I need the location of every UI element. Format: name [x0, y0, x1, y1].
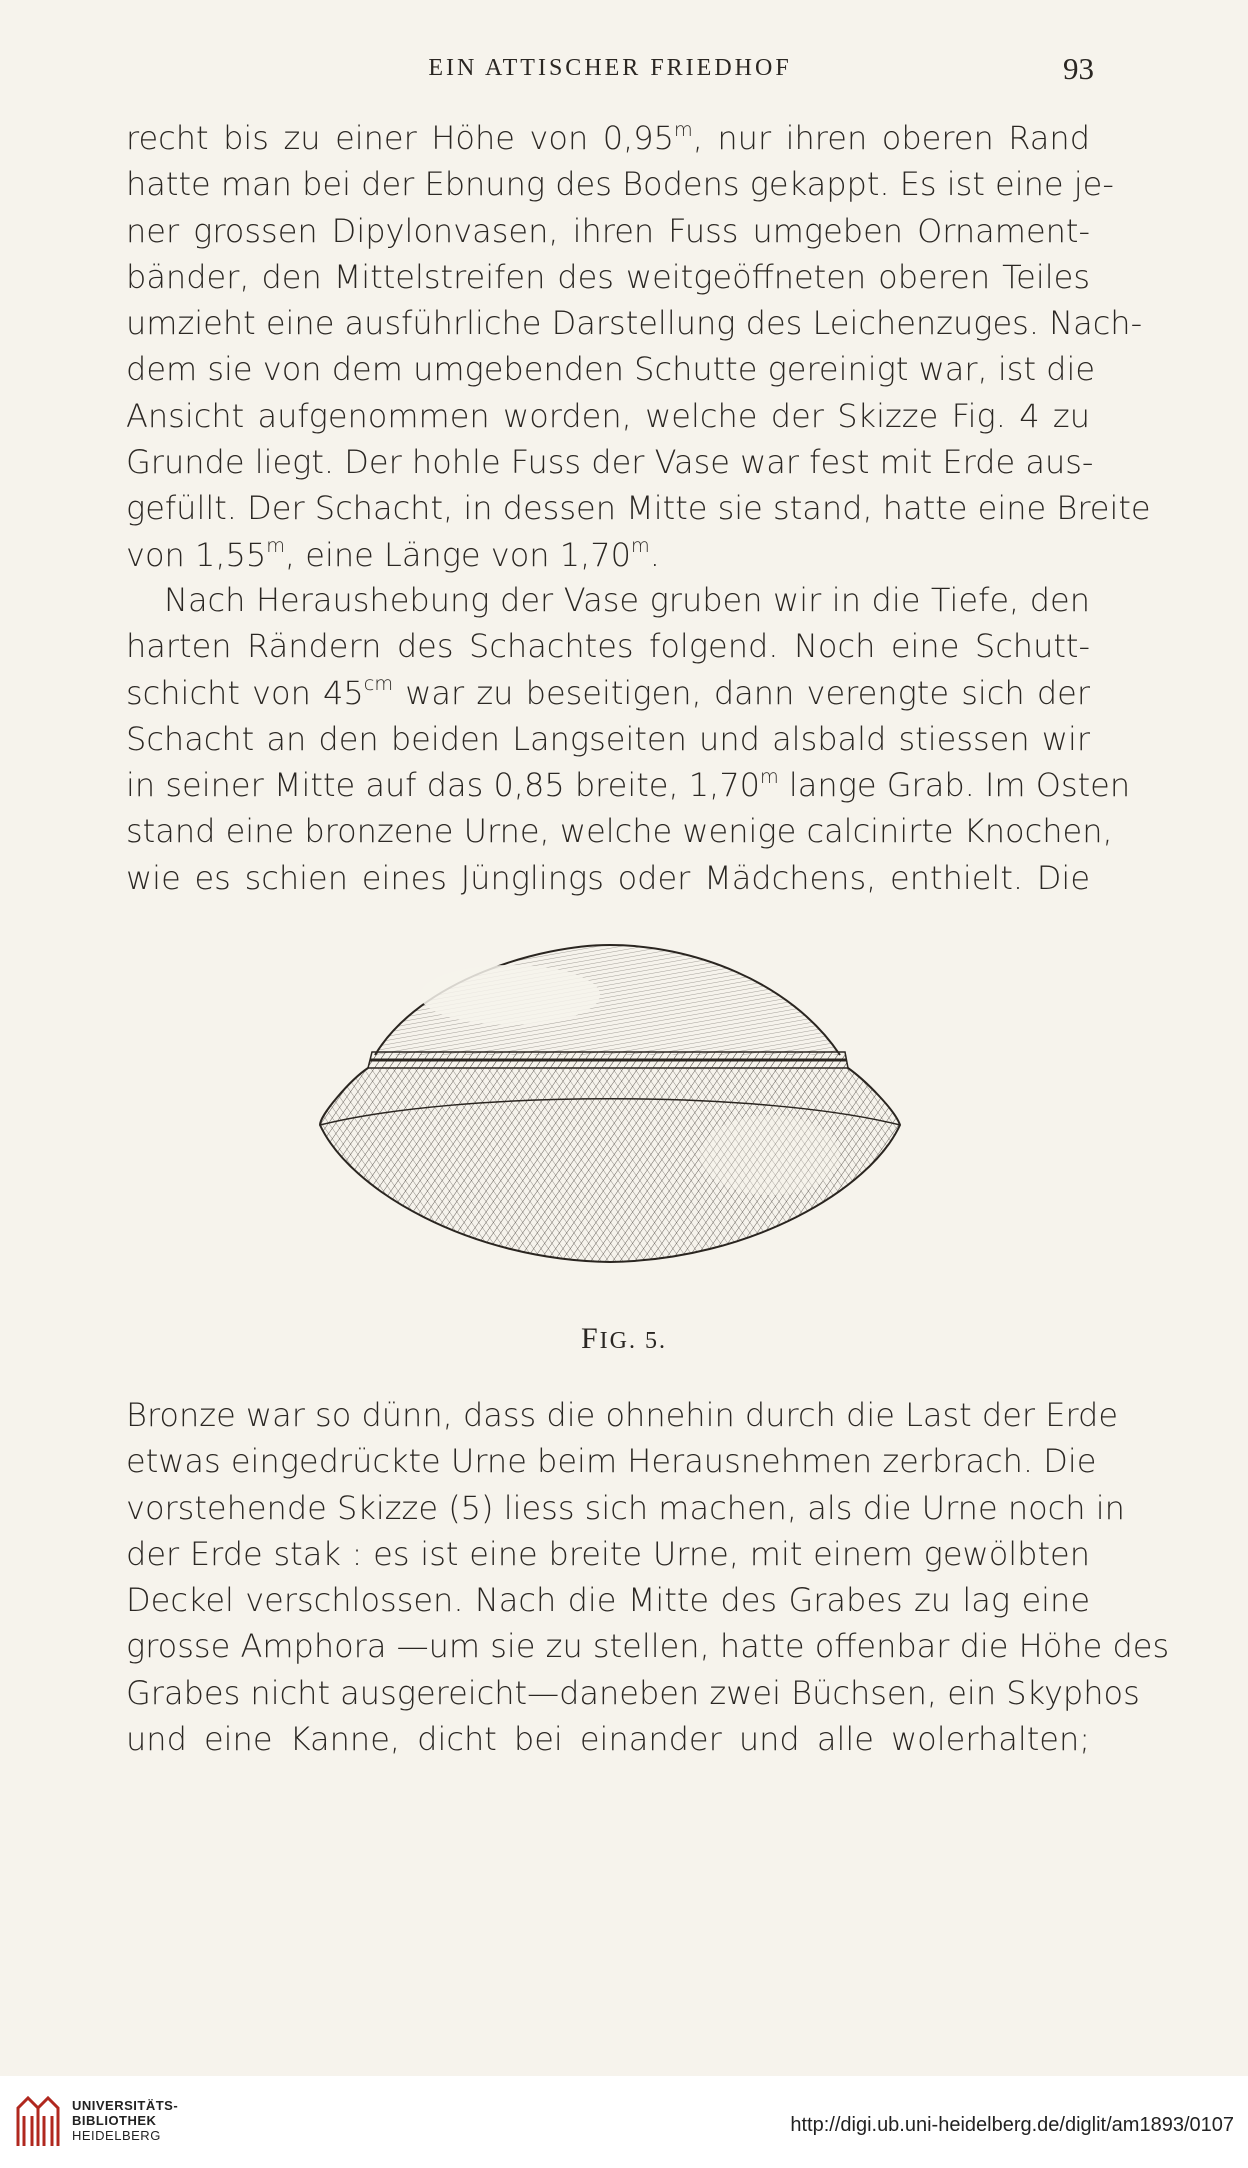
text-line — [126, 346, 1096, 392]
footer-bar — [0, 2076, 1248, 2168]
text-segment: umzieht eine ausführliche Darstellung des Leichenzuges. Nach- — [126, 304, 1143, 343]
text-line — [126, 485, 1151, 531]
library-line-1: UNIVERSITÄTS- — [72, 2098, 179, 2113]
text-segment: lange Grab. Im Osten — [778, 766, 1131, 805]
text-line — [126, 1392, 1119, 1438]
text-segment: Nach Heraushebung der Vase gruben wir in die Tiefe, den — [164, 581, 1090, 619]
paragraph-3 — [126, 1392, 1170, 1762]
paragraph-2 — [126, 577, 1131, 901]
text-segment: von 1,55 — [126, 535, 267, 574]
text-segment: der Erde stak : es ist eine breite Urne, mit einem gewölbten — [126, 1534, 1090, 1573]
page-header — [126, 51, 1094, 95]
text-line — [126, 808, 1113, 854]
text-segment: bänder, den Mittelstreifen des weitgeöffneten oberen Teiles — [126, 257, 1090, 296]
text-segment: , eine Länge von 1,70 — [284, 535, 631, 574]
unit-superscript: cm — [363, 672, 394, 696]
text-line — [126, 300, 1143, 346]
running-title: EIN ATTISCHER FRIEDHOF — [428, 55, 792, 81]
text-segment: , nur ihren oberen Rand — [692, 119, 1091, 157]
urn-illustration — [310, 940, 910, 1270]
text-line — [126, 532, 1090, 578]
text-segment: Deckel verschlossen. Nach die Mitte des Grabes zu lag eine — [126, 1581, 1090, 1620]
text-line — [126, 716, 1090, 762]
paragraph-1 — [126, 115, 1151, 578]
text-line — [126, 577, 1090, 623]
unit-superscript: m — [760, 764, 779, 788]
text-segment: in seiner Mitte auf das 0,85 breite, 1,70 — [126, 766, 761, 805]
caption-initial: F — [580, 1322, 600, 1355]
text-segment: grosse Amphora —um sie zu stellen, hatte offenbar die Höhe des — [126, 1627, 1170, 1666]
text-line — [126, 855, 1090, 901]
text-segment: und eine Kanne, dicht bei einander und alle wolerhalten; — [126, 1720, 1090, 1759]
text-segment: gefüllt. Der Schacht, in dessen Mitte sie stand, hatte eine Breite — [126, 489, 1151, 528]
text-segment: Schacht an den beiden Langseiten und alsbald stiessen wir — [126, 719, 1090, 758]
text-line — [126, 762, 1131, 808]
text-line — [126, 1485, 1125, 1531]
text-segment: Grabes nicht ausgereicht—daneben zwei Büchsen, ein Skyphos — [126, 1673, 1140, 1712]
caption-rest: IG. 5. — [599, 1328, 667, 1354]
text-line — [126, 1623, 1170, 1669]
text-segment: . — [649, 535, 660, 574]
unit-superscript: m — [266, 534, 285, 558]
unit-superscript: m — [674, 117, 693, 141]
page-number: 93 — [1063, 51, 1094, 86]
text-line — [126, 1438, 1097, 1484]
library-logo-icon — [14, 2094, 62, 2150]
text-line — [126, 208, 1090, 254]
library-line-3: HEIDELBERG — [72, 2128, 161, 2143]
text-segment: recht bis zu einer Höhe von 0,95 — [126, 119, 674, 157]
text-segment: Grunde liegt. Der hohle Fuss der Vase war fest mit Erde aus- — [126, 443, 1094, 482]
text-line — [126, 439, 1094, 485]
text-segment: dem sie von dem umgebenden Schutte gereinigt war, ist die — [126, 350, 1096, 389]
text-segment: Ansicht aufgenommen worden, welche der Skizze Fig. 4 zu — [126, 396, 1090, 435]
text-line — [126, 161, 1114, 207]
text-line — [126, 670, 1090, 716]
text-segment: war zu beseitigen, dann verengte sich der — [393, 673, 1091, 712]
text-segment: hatte man bei der Ebnung des Bodens gekappt. Es ist eine je- — [126, 165, 1114, 204]
text-line — [126, 393, 1090, 439]
library-line-2: BIBLIOTHEK — [72, 2113, 157, 2128]
text-line — [126, 623, 1090, 669]
text-segment: harten Rändern des Schachtes folgend. Noch eine Schutt- — [126, 627, 1090, 666]
text-segment: ner grossen Dipylonvasen, ihren Fuss umgeben Ornament- — [126, 211, 1090, 250]
text-segment: schicht von 45 — [126, 673, 364, 712]
figure-caption — [0, 1322, 1248, 1356]
text-segment: etwas eingedrückte Urne beim Herausnehmen zerbrach. Die — [126, 1442, 1097, 1481]
text-line — [126, 254, 1090, 300]
text-line — [126, 1716, 1090, 1762]
permalink-url[interactable]: http://digi.ub.uni-heidelberg.de/diglit/am1893/0107 — [790, 2114, 1234, 2136]
text-line — [126, 1670, 1140, 1716]
text-segment: Bronze war so dünn, dass die ohnehin durch die Last der Erde — [126, 1396, 1119, 1434]
text-segment: stand eine bronzene Urne, welche wenige calcinirte Knochen, — [126, 812, 1113, 851]
text-segment: wie es schien eines Jünglings oder Mädchens, enthielt. Die — [126, 858, 1090, 897]
text-line — [126, 1577, 1090, 1623]
text-line — [126, 1531, 1090, 1577]
unit-superscript: m — [630, 534, 650, 558]
text-segment: vorstehende Skizze (5) liess sich machen, als die Urne noch in — [126, 1488, 1125, 1527]
library-name — [72, 2098, 178, 2143]
text-line — [126, 115, 1090, 161]
